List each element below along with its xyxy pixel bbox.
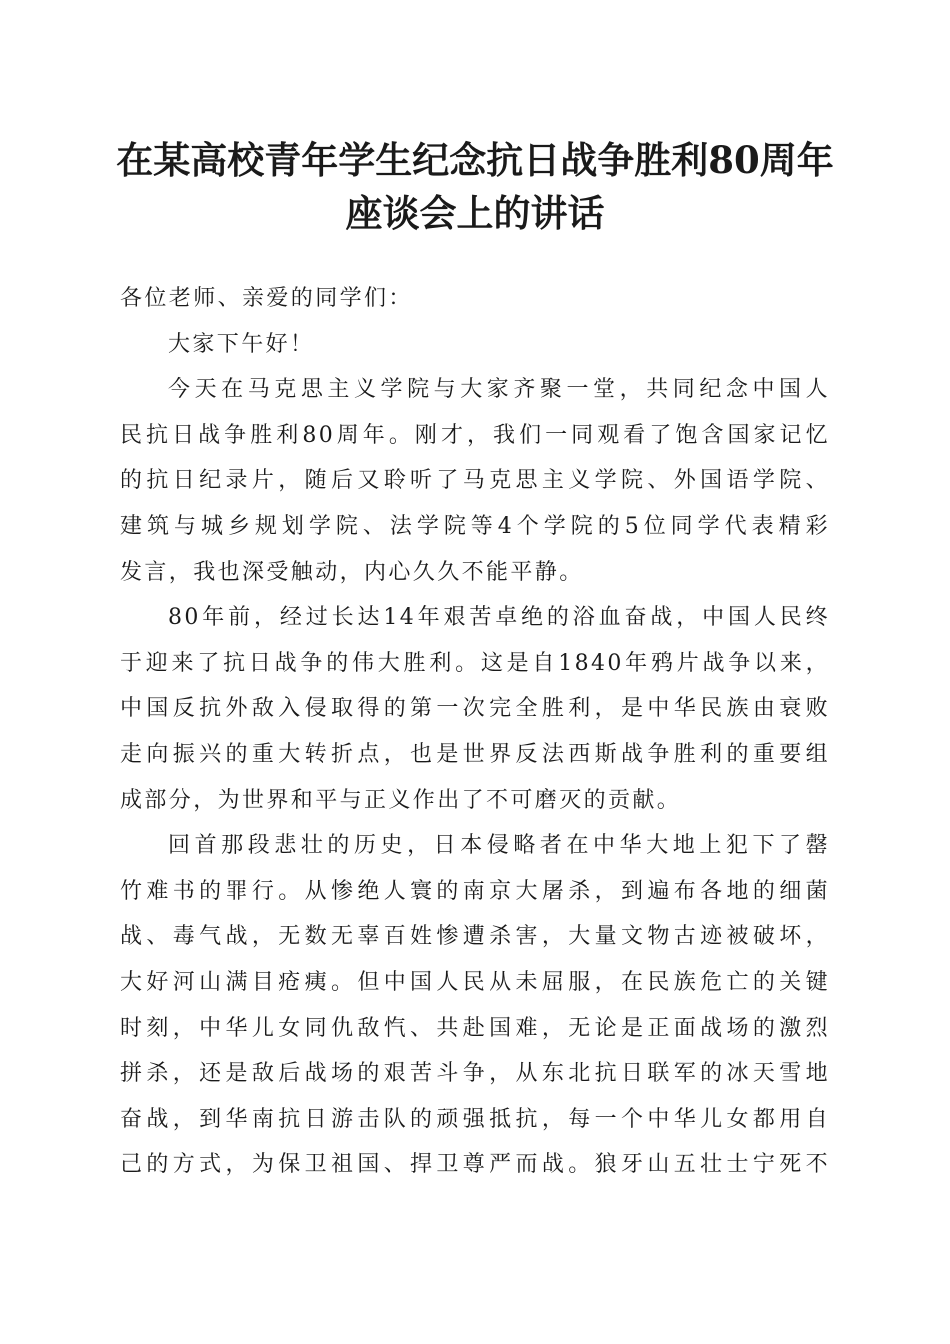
title-line-1: 在某高校青年学生纪念抗日战争胜利80周年 <box>116 138 834 182</box>
paragraph-2 <box>120 595 830 823</box>
paragraph-line: 走向振兴的重大转折点，也是世界反法西斯战争胜利的重要组 <box>120 741 830 767</box>
paragraph-line: 拼杀，还是敌后战场的艰苦斗争，从东北抗日联军的冰天雪地 <box>120 1061 830 1087</box>
paragraph-line: 80年前，经过长达14年艰苦卓绝的浴血奋战，中国人民终 <box>168 605 830 631</box>
paragraph-line: 民抗日战争胜利80周年。刚才，我们一同观看了饱含国家记忆 <box>120 422 830 448</box>
document-title <box>100 134 850 240</box>
paragraph-line: 的抗日纪录片，随后又聆听了马克思主义学院、外国语学院、 <box>120 468 830 494</box>
paragraph-line: 己的方式，为保卫祖国、捍卫尊严而战。狼牙山五壮士宁死不 <box>120 1152 830 1178</box>
paragraph-line: 建筑与城乡规划学院、法学院等4个学院的5位同学代表精彩 <box>120 513 830 539</box>
paragraph-line: 大好河山满目疮痍。但中国人民从未屈服，在民族危亡的关键 <box>120 969 830 995</box>
paragraph-line: 竹难书的罪行。从惨绝人寰的南京大屠杀，到遍布各地的细菌 <box>120 878 830 904</box>
paragraph-line: 成部分，为世界和平与正义作出了不可磨灭的贡献。 <box>120 787 682 813</box>
paragraph-3 <box>120 823 830 1188</box>
paragraph-line: 时刻，中华儿女同仇敌忾、共赴国难，无论是正面战场的激烈 <box>120 1015 830 1041</box>
paragraph-line: 回首那段悲壮的历史，日本侵略者在中华大地上犯下了罄 <box>168 833 830 859</box>
paragraph-line: 今天在马克思主义学院与大家齐聚一堂，共同纪念中国人 <box>168 377 830 403</box>
paragraph-line: 奋战，到华南抗日游击队的顽强抵抗，每一个中华儿女都用自 <box>120 1106 830 1132</box>
paragraph-line: 中国反抗外敌入侵取得的第一次完全胜利，是中华民族由衰败 <box>120 696 830 722</box>
paragraph-line: 于迎来了抗日战争的伟大胜利。这是自1840年鸦片战争以来， <box>120 650 830 676</box>
paragraph-line: 战、毒气战，无数无辜百姓惨遭杀害，大量文物古迹被破坏， <box>120 924 830 950</box>
document-body <box>120 276 830 1188</box>
paragraph-line: 发言，我也深受触动，内心久久不能平静。 <box>120 559 584 585</box>
greeting: 大家下午好！ <box>168 331 315 357</box>
title-line-2: 座谈会上的讲话 <box>345 191 605 235</box>
salutation: 各位老师、亲爱的同学们： <box>120 286 413 311</box>
paragraph-1 <box>120 367 830 595</box>
